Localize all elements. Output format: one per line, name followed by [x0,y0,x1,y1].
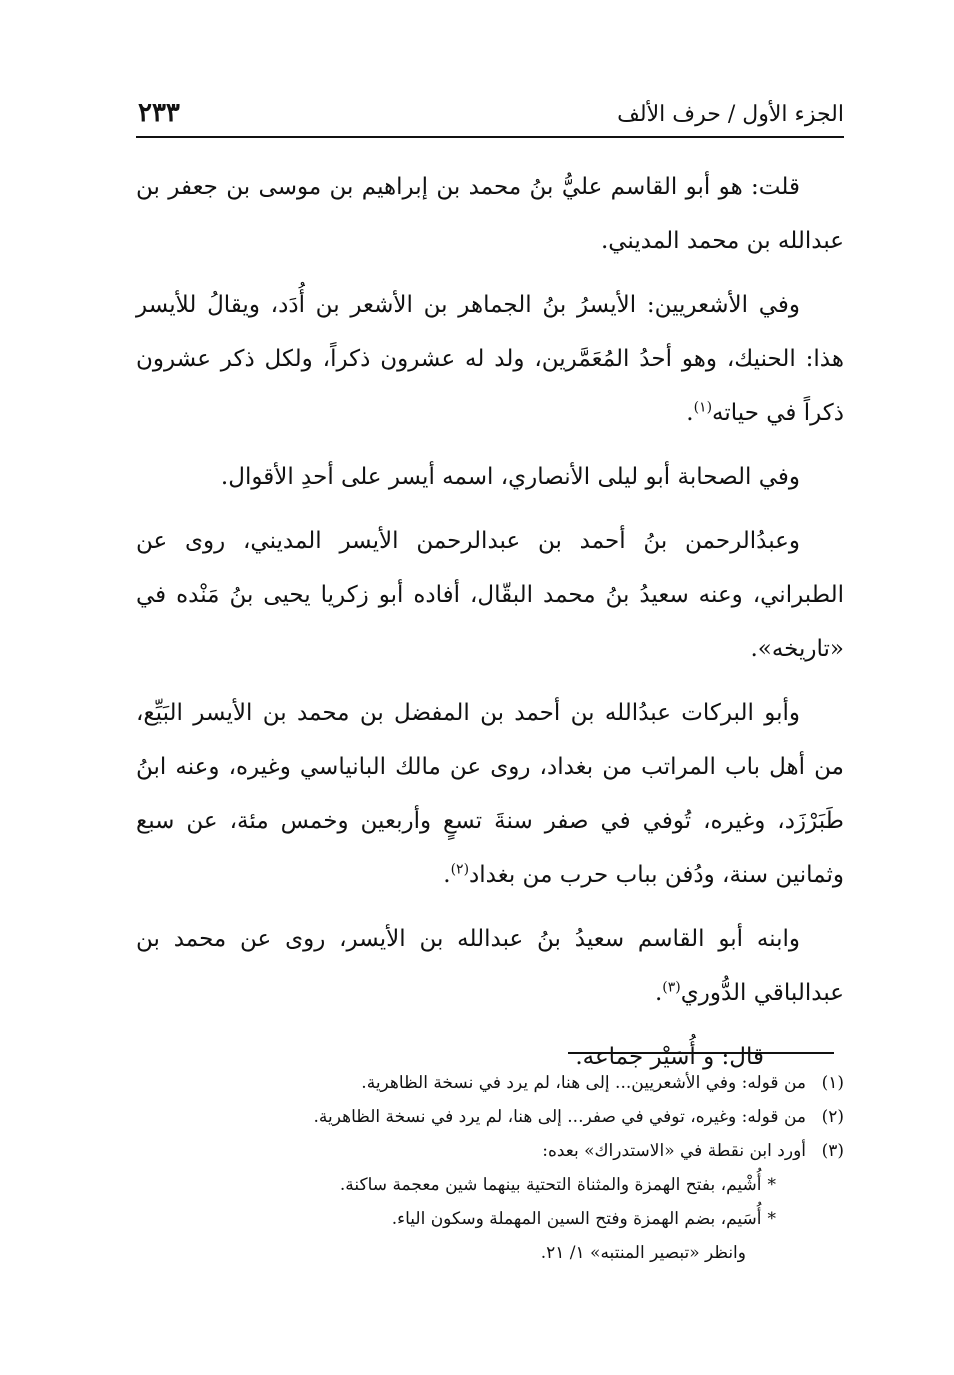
footnote-3-item-2-text: أُسَيم، بضم الهمزة وفتح السين المهملة وسكون الياء. [391,1209,762,1229]
paragraph-5-end: . [443,862,451,888]
paragraph-5-text: وأبو البركات عبدُالله بن أحمد بن المفضل بن محمد بن الأيسر البَيِّع، من أهل باب المراتب من بغداد، روى عن مالك البانياسي وغيره، وعنه ابنُ طَبَرْزَد، وغيره، تُوفي في صفر سنةَ تسعٍ وأربعين وخمس مئة، عن سبع وثمانين سنة، ودُفن بباب حرب من بغداد [136,700,844,888]
paragraph-3: وفي الصحابة أبو ليلى الأنصاري، اسمه أيسر على أحدِ الأقوال. [220,464,800,490]
paragraph-7: قال: و أُسَيْر جماعة. [575,1044,764,1070]
footnote-ref-2[interactable]: (٢) [450,861,470,878]
paragraph-1: قلت: هو أبو القاسم عليُّ بنُ محمد بن إبراهيم بن موسى بن جعفر بن عبدالله بن محمد المديني. [136,174,844,254]
running-head: الجزء الأول / حرف الألف [617,102,844,127]
footnote-separator [568,1052,834,1054]
main-text [136,160,844,1094]
footnote-1-number: (١) [821,1073,844,1093]
paragraph-6-text: وابنه أبو القاسم سعيدُ بنُ عبدالله بن الأيسر، روى عن محمد بن عبدالباقي الدُّوري [136,926,844,1006]
footnote-3-text: أورد ابن نقطة في «الاستدراك» بعده: [542,1141,806,1161]
page-number: ٢٣٣ [138,98,180,128]
paragraph-6 [136,912,844,1020]
footnote-3-number: (٣) [821,1141,844,1161]
footnote-ref-3[interactable]: (٣) [662,979,681,996]
footnotes [136,1066,844,1270]
paragraph-4: وعبدُالرحمن بنُ أحمد بن عبدالرحمن الأيسر المديني، روى عن الطبراني، وعنه سعيدُ بنُ محمد البقّال، أفاده أبو زكريا يحيى بنُ مَنْده في «تاريخه». [136,528,844,662]
paragraph-2 [136,278,844,440]
paragraph-6-end: . [654,980,663,1006]
page-header [136,96,844,138]
footnote-1 [136,1066,844,1100]
footnote-3-reference: وانظر «تبصير المنتبه» ١/ ٢١. [540,1243,746,1263]
paragraph-2-end: . [686,400,694,426]
asterisk-bullet-icon: * [767,1209,776,1229]
footnote-3-item-2 [136,1202,844,1236]
footnote-1-text: من قوله: وفي الأشعريين... إلى هنا، لم يرد في نسخة الظاهرية. [361,1073,806,1093]
footnote-2-text: من قوله: وغيره، توفي في صفر... إلى هنا، لم يرد في نسخة الظاهرية. [313,1107,806,1127]
footnote-3-item-1 [136,1168,844,1202]
footnote-2 [136,1100,844,1134]
footnote-3-item-1-text: أُشْيم، بفتح الهمزة والمثناة التحتية بينهما شين معجمة ساكنة. [339,1175,762,1195]
footnote-3 [136,1134,844,1168]
asterisk-bullet-icon: * [767,1175,776,1195]
footnote-ref-1[interactable]: (١) [693,399,713,416]
paragraph-5 [136,686,844,902]
footnote-2-number: (٢) [821,1107,844,1127]
paragraph-2-text: وفي الأشعريين: الأيسرُ بنُ الجماهر بن الأشعر بن أُدَد، ويقالُ للأيسر هذا: الحنيك، وهو أحدُ المُعَمَّرين، ولد له عشرون ذكراً، ولكل ذكر عشرون ذكراً في حياته [136,292,844,426]
